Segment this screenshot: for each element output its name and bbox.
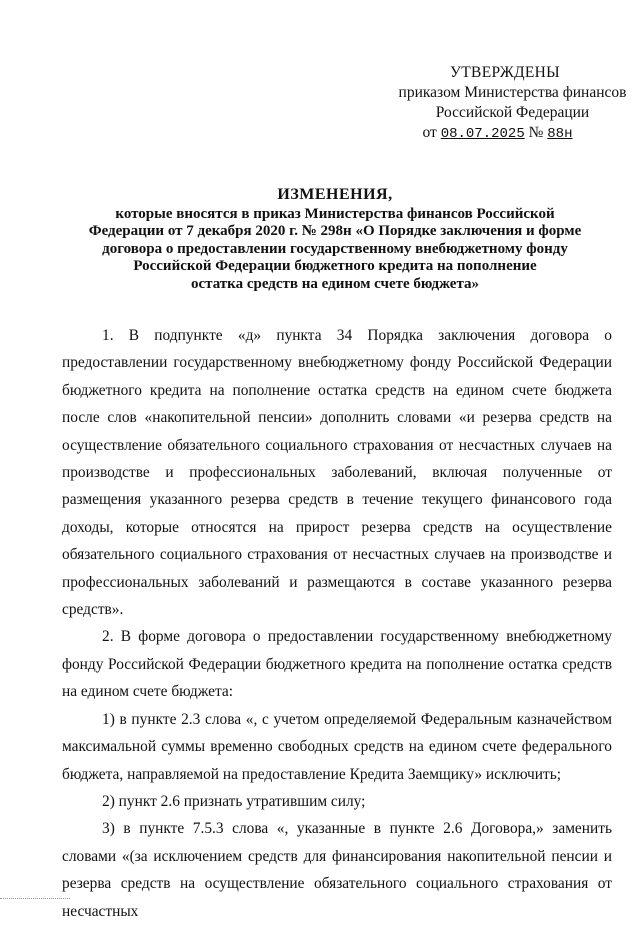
- approval-title: УТВЕРЖДЕНЫ: [450, 64, 560, 81]
- order-date: 08.07.2025: [440, 126, 525, 142]
- heading-line-5: остатка средств на едином счете бюджета»: [190, 275, 480, 292]
- paragraph: 3) в пункте 7.5.3 слова «, указанные в пункте 2.6 Договора,» заменить словами «(за исключением средств для финансирования накопительной пенсии и резерва средств на осуществление обязательного социального страхования от несчастных: [62, 820, 612, 920]
- heading-line-1: которые вносятся в приказ Министерства финансов Российской: [115, 205, 555, 222]
- heading-line-2: Федерации от 7 декабря 2020 г. № 298н «О Порядке заключения и форме: [88, 223, 582, 240]
- heading-line-3: договора о предоставлении государственному внебюджетному фонду: [102, 240, 568, 257]
- approval-date-line: [365, 123, 630, 144]
- paragraph: 2. В форме договора о предоставлении государственному внебюджетному фонду Российской Федерации бюджетного кредита на пополнение остатка средств на едином счете бюджета:: [62, 628, 612, 701]
- order-number: 88н: [547, 126, 573, 142]
- heading-title: ИЗМЕНЕНИЯ,: [277, 186, 393, 203]
- document-body: [62, 322, 612, 925]
- scan-artifact: [0, 898, 70, 902]
- paragraph: 2) пункт 2.6 признать утратившим силу;: [102, 792, 366, 810]
- heading-line-4: Российской Федерации бюджетного кредита на пополнение: [133, 258, 537, 275]
- approval-block: [395, 63, 630, 144]
- from-label: от: [422, 124, 437, 141]
- approval-line-1: приказом Министерства финансов: [398, 84, 627, 101]
- approval-line-2: Российской Федерации: [435, 104, 590, 121]
- number-label: №: [528, 124, 544, 141]
- paragraph: 1. В подпункте «д» пункта 34 Порядка заключения договора о предоставлении государственному внебюджетному фонду Российской Федерации бюджетного кредита на пополнение остатка средств на едином счете бюджета после слов «накопительной пенсии» дополнить словами «и резерва средств на осуществление обязательного социального страхования от несчастных случаев на производстве и профессиональных заболеваний, включая полученные от размещения указанного резерва средств в течение текущего финансового года доходы, которые относятся на прирост резерва средств на осуществление обязательного социального страхования от несчастных случаев на производстве и профессиональных заболеваний и размещаются в составе указанного резерва средств».: [62, 327, 612, 619]
- document-heading: [80, 186, 590, 294]
- paragraph: 1) в пункте 2.3 слова «, с учетом определяемой Федеральным казначейством максимальной суммы временно свободных средств на едином счете федерального бюджета, направляемой на предоставление Кредита Заемщику» исключить;: [62, 710, 612, 783]
